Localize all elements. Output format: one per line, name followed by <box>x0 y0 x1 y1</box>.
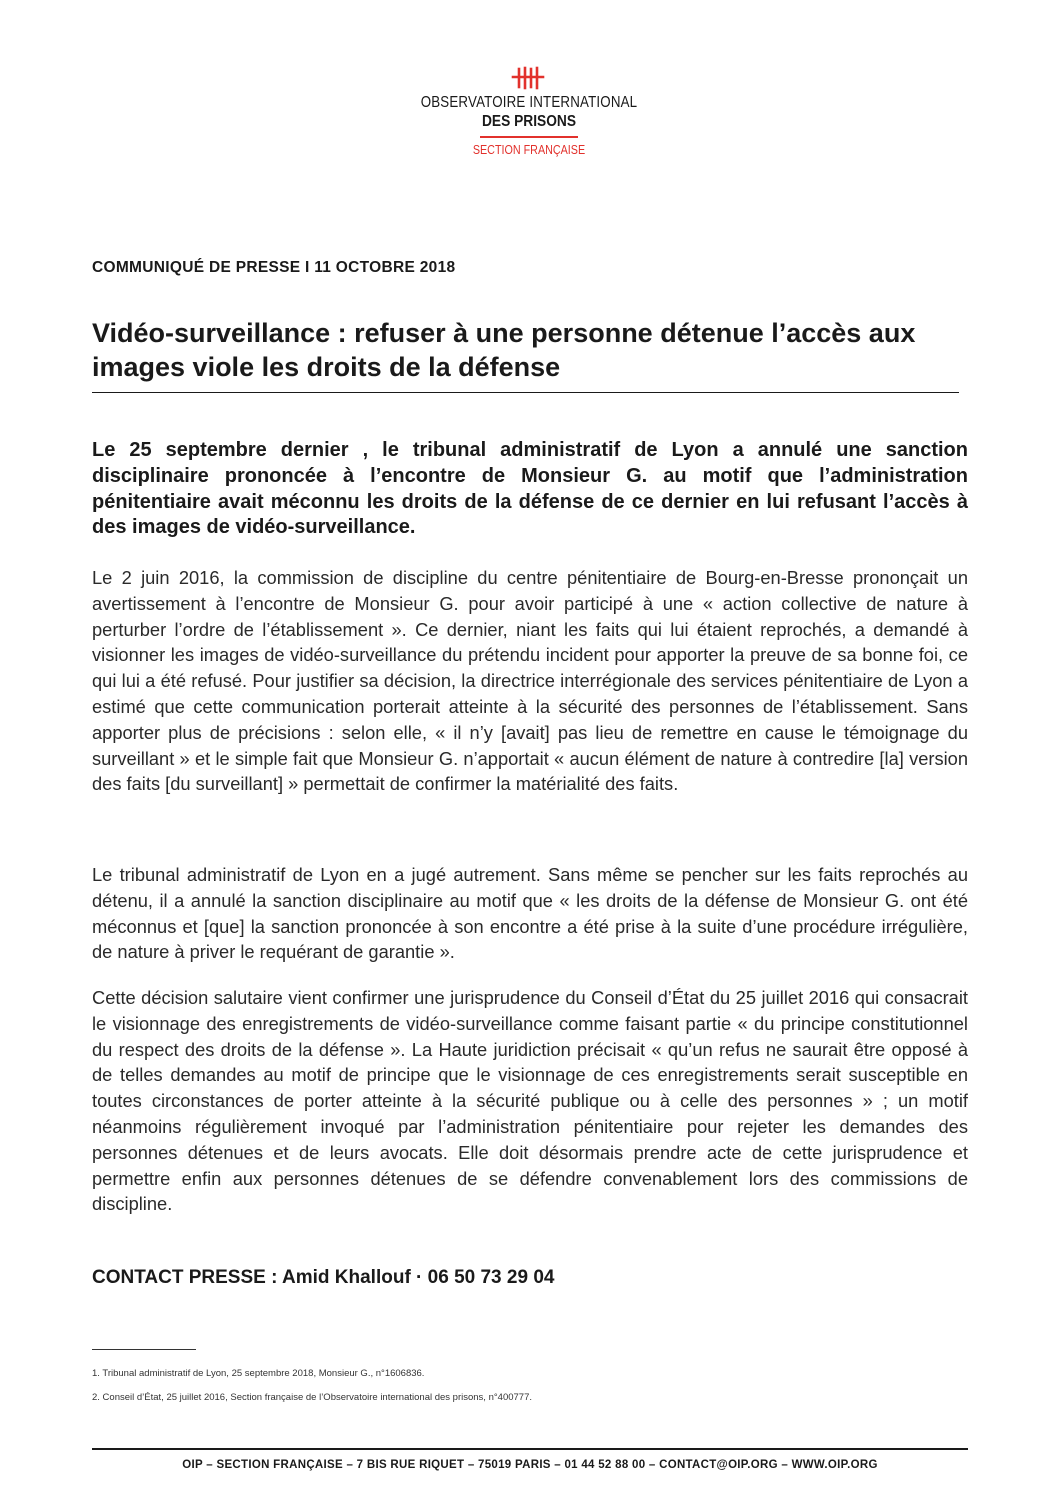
footer-address: OIP – SECTION FRANÇAISE – 7 BIS RUE RIQUET – 75019 PARIS – 01 44 52 88 00 – CONTACT@OIP.ORG – WWW.OIP.ORG <box>182 1459 878 1471</box>
press-contact: CONTACT PRESSE : Amid Khallouf · 06 50 73 29 04 <box>92 1267 555 1288</box>
oip-logo <box>0 66 1058 157</box>
logo-line-observatoire: OBSERVATOIRE INTERNATIONAL <box>420 94 638 111</box>
page-title: Vidéo-surveillance : refuser à une personne détenue l’accès aux images viole les droits de la défense <box>92 318 916 382</box>
dateline: COMMUNIQUÉ DE PRESSE I 11 OCTOBRE 2018 <box>92 259 456 276</box>
footnote-divider <box>92 1349 196 1350</box>
logo-line-section: SECTION FRANÇAISE <box>472 143 586 157</box>
footnote-2: 2. Conseil d’État, 25 juillet 2016, Section française de l’Observatoire international des prisons, n°400777. <box>92 1392 533 1403</box>
lead-paragraph: Le 25 septembre dernier , le tribunal administratif de Lyon a annulé une sanction disciplinaire prononcée à l’encontre de Monsieur G. au motif que l’administration pénitentiaire avait méconnu les droits de la défense de ce dernier en lui refusant l’accès à des images de vidéo-surveillance. <box>92 439 968 539</box>
logo-divider <box>480 136 578 138</box>
body-paragraph-1: Le 2 juin 2016, la commission de discipline du centre pénitentiaire de Bourg-en-Bresse prononçait un avertissement à l’encontre de Monsieur G. pour avoir participé à une « action collective de nature à perturber l’ordre de l’établissement ». Ce dernier, niant les faits qui lui étaient reprochés, a demandé à visionner les images de vidéo-surveillance du prétendu incident pour apporter la preuve de sa bonne foi, ce qui lui a été refusé. Pour justifier sa décision, la directrice interrégionale des services pénitentiaire de Lyon a estimé que cette communication porterait atteinte à la sécurité des personnes de l’établissement. Sans apporter plus de précisions : selon elle, « il n’y [avait] pas lieu de remettre en cause le témoignage du surveillant » et le simple fait que Monsieur G. n’apportait « aucun élément de nature à contredire [la] version des faits [du surveillant] » permettait de confirmer la matérialité des faits. <box>92 567 968 795</box>
body-paragraph-3: Cette décision salutaire vient confirmer une jurisprudence du Conseil d’État du 25 juillet 2016 qui consacrait le visionnage des enregistrements de vidéo-surveillance comme faisant partie « du principe constitutionnel du respect des droits de la défense ». La Haute juridiction précisait « qu’un refus ne saurait être opposé à de telles demandes au motif de principe que le visionnage de ces enregistrements serait susceptible en toutes circonstances de porter atteinte à la sécurité publique ou à celle des personnes » ; un motif néanmoins régulièrement invoqué par l’administration pénitentiaire pour rejeter les demandes des personnes détenues et de leurs avocats. Elle doit désormais prendre acte de cette jurisprudence et permettre enfin aux personnes détenues de se défendre convenablement lors des commissions de discipline. <box>92 987 968 1215</box>
tally-bars-icon <box>509 66 549 90</box>
body-paragraph-2: Le tribunal administratif de Lyon en a jugé autrement. Sans même se pencher sur les faits reprochés au détenu, il a annulé la sanction disciplinaire au motif que « les droits de la défense de Monsieur G. ont été méconnus et [que] la sanction prononcée à son encontre a été prise à la suite d’une procédure irrégulière, de nature à priver le requérant de garantie ». <box>92 864 968 963</box>
footer-divider <box>92 1448 968 1450</box>
footnote-1: 1. Tribunal administratif de Lyon, 25 septembre 2018, Monsieur G., n°1606836. <box>92 1368 425 1379</box>
logo-line-des-prisons: DES PRISONS <box>481 113 577 130</box>
title-divider <box>92 392 959 393</box>
